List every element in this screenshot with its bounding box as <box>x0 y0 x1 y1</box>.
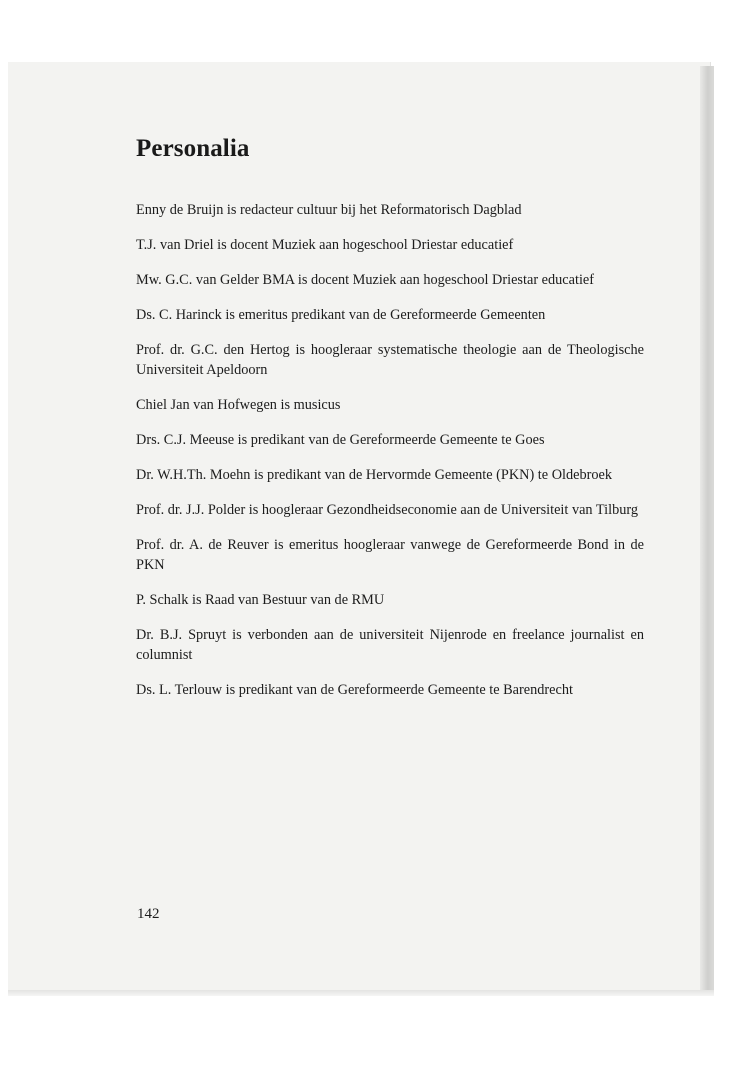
personalia-entry: Dr. W.H.Th. Moehn is predikant van de Hervormde Gemeente (PKN) te Oldebroek <box>136 467 613 483</box>
personalia-entry: Chiel Jan van Hofwegen is musicus <box>136 397 341 413</box>
personalia-entry: Ds. C. Harinck is emeritus predikant van de Gereformeerde Gemeenten <box>136 307 546 323</box>
personalia-entry: Enny de Bruijn is redacteur cultuur bij het Reformatorisch Dagblad <box>136 202 522 218</box>
personalia-entry: Dr. B.J. Spruyt is verbonden aan de universiteit Nijenrode en freelance journalist en columnist <box>136 627 644 663</box>
personalia-entry: Prof. dr. J.J. Polder is hoogleraar Gezondheidseconomie aan de Universiteit van Tilburg <box>136 502 639 518</box>
personalia-entry: Ds. L. Terlouw is predikant van de Gereformeerde Gemeente te Barendrecht <box>136 682 573 698</box>
page-bottom-edge <box>8 990 714 996</box>
page-edge <box>700 66 714 992</box>
personalia-entry: Prof. dr. A. de Reuver is emeritus hoogleraar vanwege de Gereformeerde Bond in de PKN <box>136 537 644 573</box>
page-title: Personalia <box>136 135 250 162</box>
personalia-entry: Mw. G.C. van Gelder BMA is docent Muziek aan hogeschool Driestar educatief <box>136 272 595 288</box>
personalia-entry: P. Schalk is Raad van Bestuur van de RMU <box>136 592 385 608</box>
page-content <box>136 135 644 715</box>
personalia-entry: T.J. van Driel is docent Muziek aan hogeschool Driestar educatief <box>136 237 514 253</box>
personalia-entry: Prof. dr. G.C. den Hertog is hoogleraar systematische theologie aan de Theologische Universiteit Apeldoorn <box>136 342 644 378</box>
personalia-entry: Drs. C.J. Meeuse is predikant van de Gereformeerde Gemeente te Goes <box>136 432 545 448</box>
page-number: 142 <box>137 906 160 922</box>
